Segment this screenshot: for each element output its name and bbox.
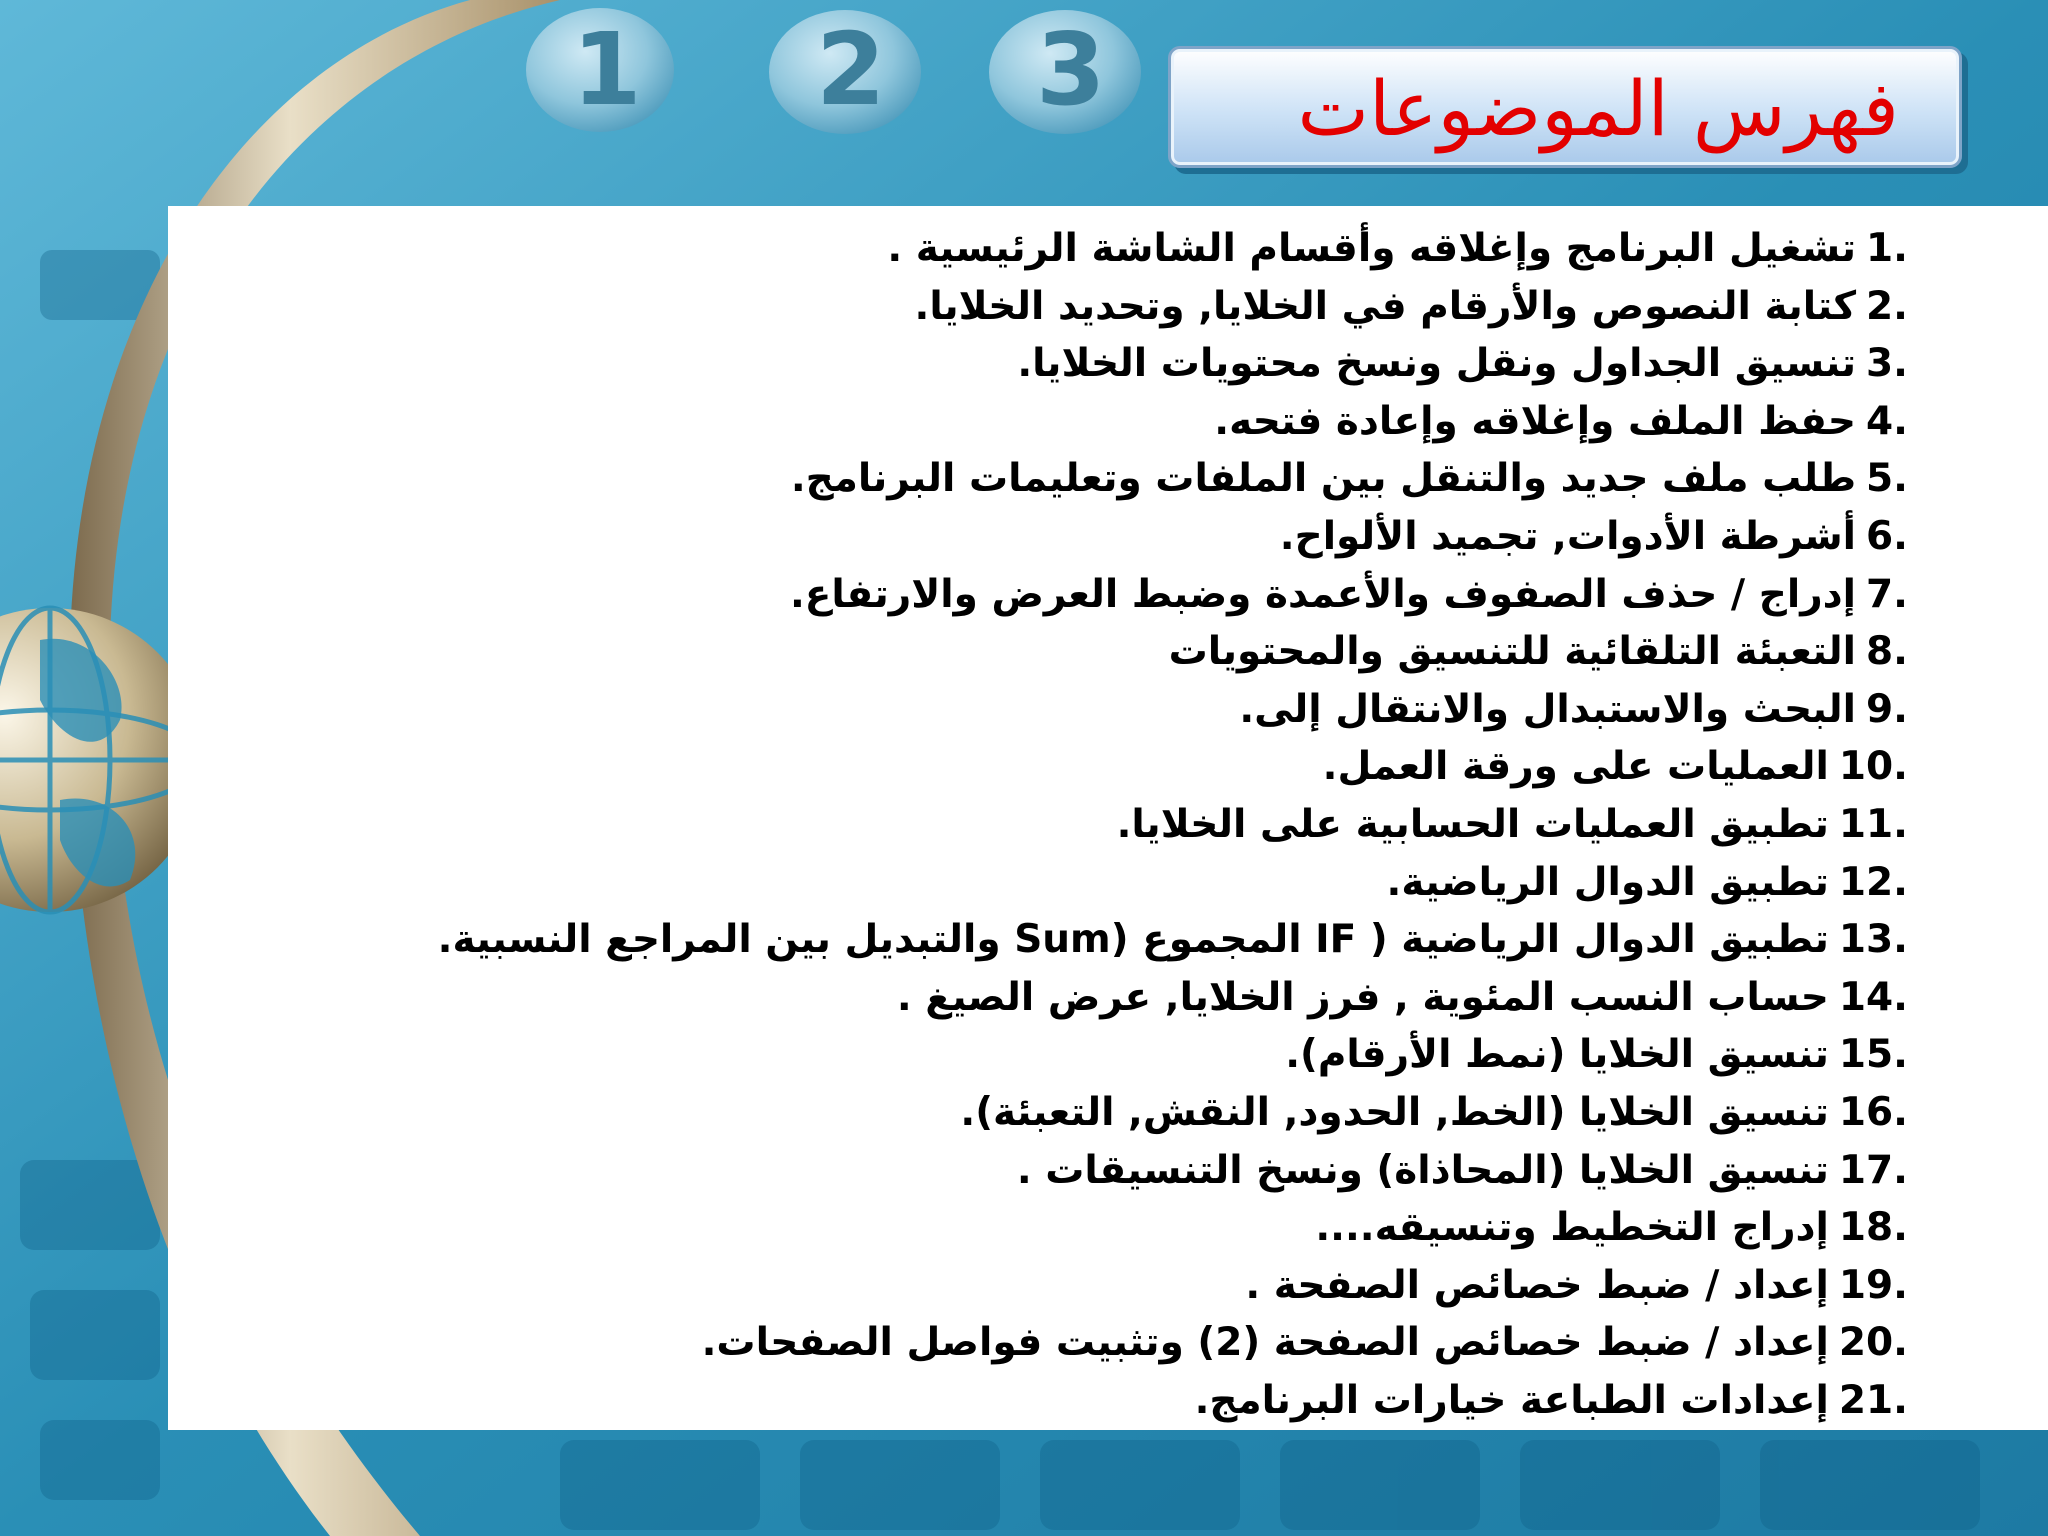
toc-item-text: البحث والاستبدال والانتقال إلى.	[1239, 686, 1857, 732]
toc-item-text: تطبيق الدوال الرياضية ( IF المجموع (Sum والتبديل بين المراجع النسبية.	[437, 917, 1829, 963]
toc-item-number: 3.	[1866, 341, 1908, 387]
toc-item-number: 17.	[1838, 1147, 1908, 1193]
toc-item	[608, 1142, 1908, 1200]
toc-item	[608, 1026, 1908, 1084]
toc-item	[608, 623, 1908, 681]
toc-item-number: 21.	[1838, 1377, 1908, 1423]
toc-item-number: 5.	[1866, 456, 1908, 502]
toc-item-text: التعبئة التلقائية للتنسيق والمحتويات	[1168, 629, 1857, 675]
toc-item	[608, 1084, 1908, 1142]
toc-item-text: تشغيل البرنامج وإغلاقه وأقسام الشاشة الرئيسية .	[887, 226, 1857, 271]
title-box	[1168, 46, 1962, 168]
toc-item	[608, 681, 1908, 739]
toc-item	[608, 508, 1908, 566]
toc-item-text: حفظ الملف وإغلاقه وإعادة فتحه.	[1214, 398, 1857, 444]
toc-item	[608, 393, 1908, 451]
toc-item-number: 16.	[1838, 1089, 1908, 1135]
toc-item-number: 4.	[1866, 398, 1908, 444]
toc-item-text: إعداد / ضبط خصائص الصفحة .	[1245, 1262, 1829, 1308]
toc-item	[608, 335, 1908, 393]
toc-item-number: 7.	[1866, 571, 1908, 617]
toc-item-number: 15.	[1838, 1032, 1908, 1078]
toc-item	[608, 1257, 1908, 1315]
background-number-1: 1	[572, 11, 642, 128]
toc-item	[608, 220, 1908, 278]
toc-item-text: تنسيق الخلايا (الخط, الحدود, النقش, التعبئة).	[960, 1089, 1829, 1135]
toc-item-text: إعداد / ضبط خصائص الصفحة (2) وتثبيت فواصل الصفحات.	[701, 1320, 1829, 1366]
toc-item-number: 10.	[1838, 744, 1908, 790]
toc-item-text: تنسيق الجداول ونقل ونسخ محتويات الخلايا.	[1017, 341, 1857, 387]
background-number-2: 2	[816, 11, 886, 128]
toc-item	[608, 278, 1908, 336]
toc-item-text: العمليات على ورقة العمل.	[1322, 744, 1829, 790]
toc-item-number: 20.	[1838, 1320, 1908, 1366]
toc-item-number: 8.	[1866, 629, 1908, 675]
toc-item-text: طلب ملف جديد والتنقل بين الملفات وتعليمات البرنامج.	[790, 456, 1857, 502]
toc-item-text: إدراج / حذف الصفوف والأعمدة وضبط العرض والارتفاع.	[789, 571, 1857, 617]
toc-item	[608, 450, 1908, 508]
toc-list	[437, 220, 1908, 1429]
toc-item-text: أشرطة الأدوات, تجميد الألواح.	[1279, 513, 1857, 559]
toc-item-text: كتابة النصوص والأرقام في الخلايا, وتحديد الخلايا.	[914, 283, 1857, 329]
toc-item	[608, 566, 1908, 624]
background-number-3: 3	[1036, 11, 1106, 128]
toc-item	[608, 1199, 1908, 1257]
toc-item	[608, 738, 1908, 796]
toc-item-number: 11.	[1838, 801, 1908, 847]
toc-item-number: 2.	[1866, 283, 1908, 329]
toc-item	[608, 854, 1908, 912]
slide-title: فهرس الموضوعات	[1297, 64, 1899, 153]
toc-item	[437, 911, 1908, 969]
toc-item-text: تنسيق الخلايا (نمط الأرقام).	[1285, 1032, 1829, 1078]
toc-item	[608, 1372, 1908, 1430]
toc-item	[608, 796, 1908, 854]
toc-item-text: إعدادات الطباعة خيارات البرنامج.	[1194, 1377, 1829, 1423]
toc-item-number: 1.	[1866, 226, 1908, 271]
toc-item-text: تطبيق الدوال الرياضية.	[1386, 859, 1829, 905]
toc-item-text: تطبيق العمليات الحسابية على الخلايا.	[1116, 801, 1829, 847]
toc-item	[608, 1314, 1908, 1372]
toc-item-number: 19.	[1838, 1262, 1908, 1308]
toc-item	[608, 969, 1908, 1027]
toc-item-number: 14.	[1838, 974, 1908, 1020]
toc-item-text: إدراج التخطيط وتنسيقه....	[1315, 1205, 1829, 1251]
toc-item-number: 13.	[1838, 917, 1908, 963]
toc-item-number: 6.	[1866, 513, 1908, 559]
toc-item-number: 12.	[1838, 859, 1908, 905]
toc-item-text: تنسيق الخلايا (المحاذاة) ونسخ التنسيقات .	[1016, 1147, 1829, 1193]
toc-item-text: حساب النسب المئوية , فرز الخلايا, عرض الصيغ .	[896, 974, 1829, 1020]
toc-item-number: 9.	[1866, 686, 1908, 732]
toc-item-number: 18.	[1838, 1205, 1908, 1251]
